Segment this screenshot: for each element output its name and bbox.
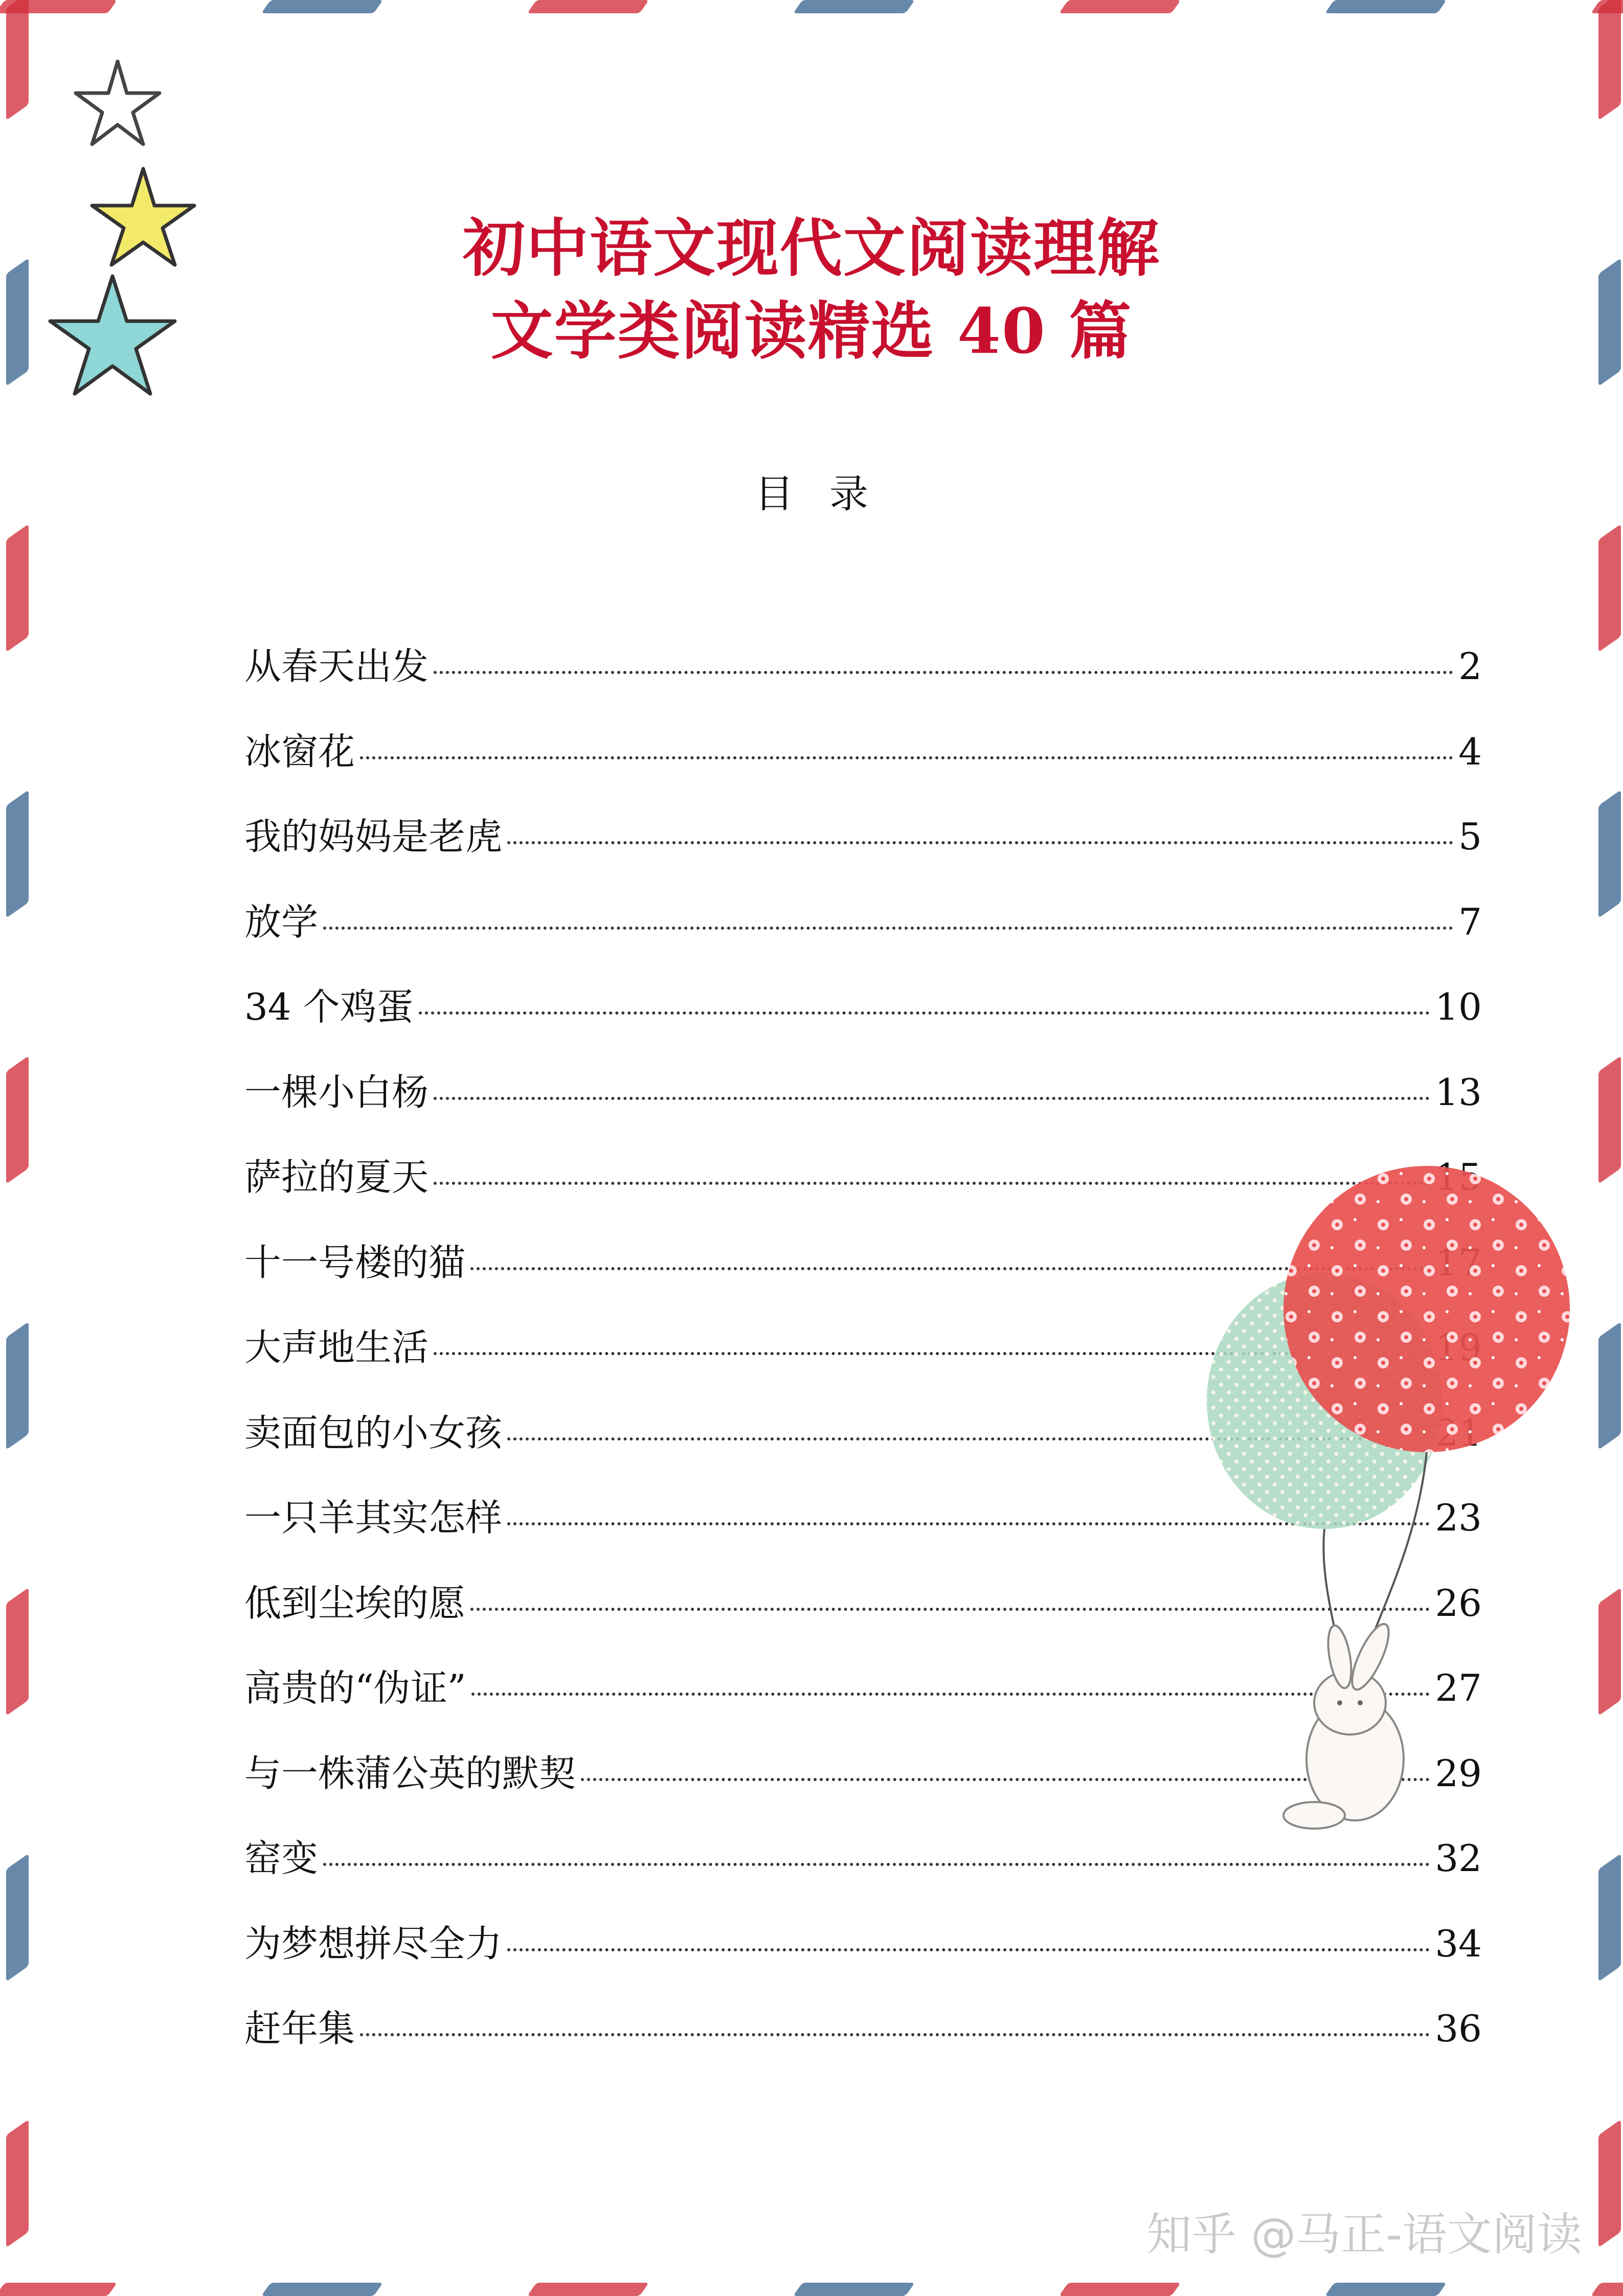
airmail-stripe — [1598, 1322, 1621, 1450]
airmail-stripe — [6, 1056, 29, 1184]
airmail-stripe — [1325, 0, 1447, 13]
toc-item-title: 低到尘埃的愿 — [244, 1581, 466, 1625]
star-outline-icon — [76, 61, 160, 144]
toc-item-page: 13 — [1435, 1070, 1482, 1114]
airmail-stripe — [1598, 0, 1621, 120]
balloon-red — [1283, 1166, 1570, 1452]
toc-item[interactable] — [244, 1914, 1482, 1999]
toc-item-title: 与一株蒲公英的默契 — [244, 1751, 576, 1795]
airmail-stripe — [1598, 2120, 1621, 2248]
airmail-stripe — [1059, 0, 1181, 13]
toc-item-title: 萨拉的夏天 — [244, 1156, 429, 1199]
toc-item[interactable] — [244, 1999, 1482, 2084]
airmail-stripe — [6, 1854, 29, 1982]
toc-item-title: 冰窗花 — [244, 730, 355, 773]
airmail-stripe — [6, 2120, 29, 2248]
toc-item[interactable] — [244, 722, 1482, 807]
airmail-stripe — [6, 1322, 29, 1450]
bunny-illustration — [1283, 1619, 1404, 1829]
toc-item-title: 34 个鸡蛋 — [244, 985, 414, 1028]
airmail-stripe — [1598, 1854, 1621, 1982]
toc-item-page: 7 — [1458, 900, 1482, 943]
airmail-stripe — [1598, 790, 1621, 918]
balloons-illustration — [1186, 1166, 1585, 1851]
airmail-stripe — [261, 0, 383, 13]
toc-item-page: 4 — [1458, 730, 1482, 773]
airmail-stripe — [527, 2283, 649, 2296]
toc-item-page: 5 — [1458, 815, 1482, 858]
page-title-line-1: 初中语文现代文阅读理解 — [463, 211, 1160, 285]
toc-leader-dots — [360, 756, 1453, 759]
toc-item-page: 26 — [1435, 1581, 1482, 1625]
toc-item[interactable] — [244, 637, 1482, 722]
airmail-border-top — [0, 0, 1623, 13]
airmail-stripe — [261, 2283, 383, 2296]
toc-item-title: 窑变 — [244, 1837, 319, 1880]
toc-item-title: 从春天出发 — [244, 645, 429, 688]
toc-item-page: 34 — [1435, 1922, 1482, 1965]
toc-item-title: 一只羊其实怎样 — [244, 1496, 503, 1539]
toc-leader-dots — [323, 1863, 1430, 1866]
toc-item-title: 一棵小白杨 — [244, 1070, 429, 1114]
airmail-stripe — [793, 0, 915, 13]
airmail-stripe — [1598, 524, 1621, 652]
toc-leader-dots — [434, 1097, 1430, 1100]
watermark: 知乎 @马正-语文阅读 — [1146, 2208, 1582, 2261]
airmail-stripe — [527, 0, 649, 13]
airmail-stripe — [6, 524, 29, 652]
toc-item-title: 我的妈妈是老虎 — [244, 815, 503, 858]
airmail-stripe — [793, 2283, 915, 2296]
toc-leader-dots — [434, 671, 1453, 674]
toc-item[interactable] — [244, 807, 1482, 892]
toc-leader-dots — [507, 841, 1453, 844]
airmail-stripe — [1598, 1056, 1621, 1184]
airmail-stripe — [1325, 2283, 1447, 2296]
toc-item-title: 大声地生活 — [244, 1326, 429, 1369]
airmail-stripe — [1059, 2283, 1181, 2296]
toc-item-title: 高贵的“伪证” — [244, 1667, 466, 1709]
toc-item-title: 为梦想拼尽全力 — [244, 1922, 503, 1965]
toc-leader-dots — [507, 1948, 1430, 1951]
toc-item[interactable] — [244, 892, 1482, 978]
airmail-stripe — [1598, 1588, 1621, 1716]
toc-item-page: 23 — [1435, 1496, 1482, 1539]
airmail-stripe — [6, 1588, 29, 1716]
toc-item-title: 放学 — [244, 900, 319, 943]
toc-item[interactable] — [244, 1063, 1482, 1148]
toc-leader-dots — [360, 2033, 1430, 2036]
airmail-stripe — [6, 790, 29, 918]
toc-item-page: 27 — [1435, 1667, 1482, 1709]
airmail-stripe — [6, 0, 29, 120]
toc-item-title: 十一号楼的猫 — [244, 1241, 466, 1284]
toc-item-page: 10 — [1435, 985, 1482, 1028]
toc-item-page: 36 — [1435, 2007, 1482, 2050]
toc-leader-dots — [323, 927, 1453, 930]
toc-item-page: 32 — [1435, 1837, 1482, 1880]
toc-item-page: 2 — [1458, 645, 1482, 688]
toc-item-title: 卖面包的小女孩 — [244, 1411, 503, 1454]
page-title-line-2: 文学类阅读精选 40 篇 — [490, 294, 1133, 368]
airmail-border-bottom — [0, 2283, 1623, 2296]
toc-item[interactable] — [244, 977, 1482, 1063]
toc-item-page: 29 — [1435, 1751, 1482, 1795]
toc-leader-dots — [419, 1011, 1430, 1015]
toc-item-title: 赶年集 — [244, 2007, 355, 2050]
toc-heading: 目录 — [755, 471, 904, 516]
